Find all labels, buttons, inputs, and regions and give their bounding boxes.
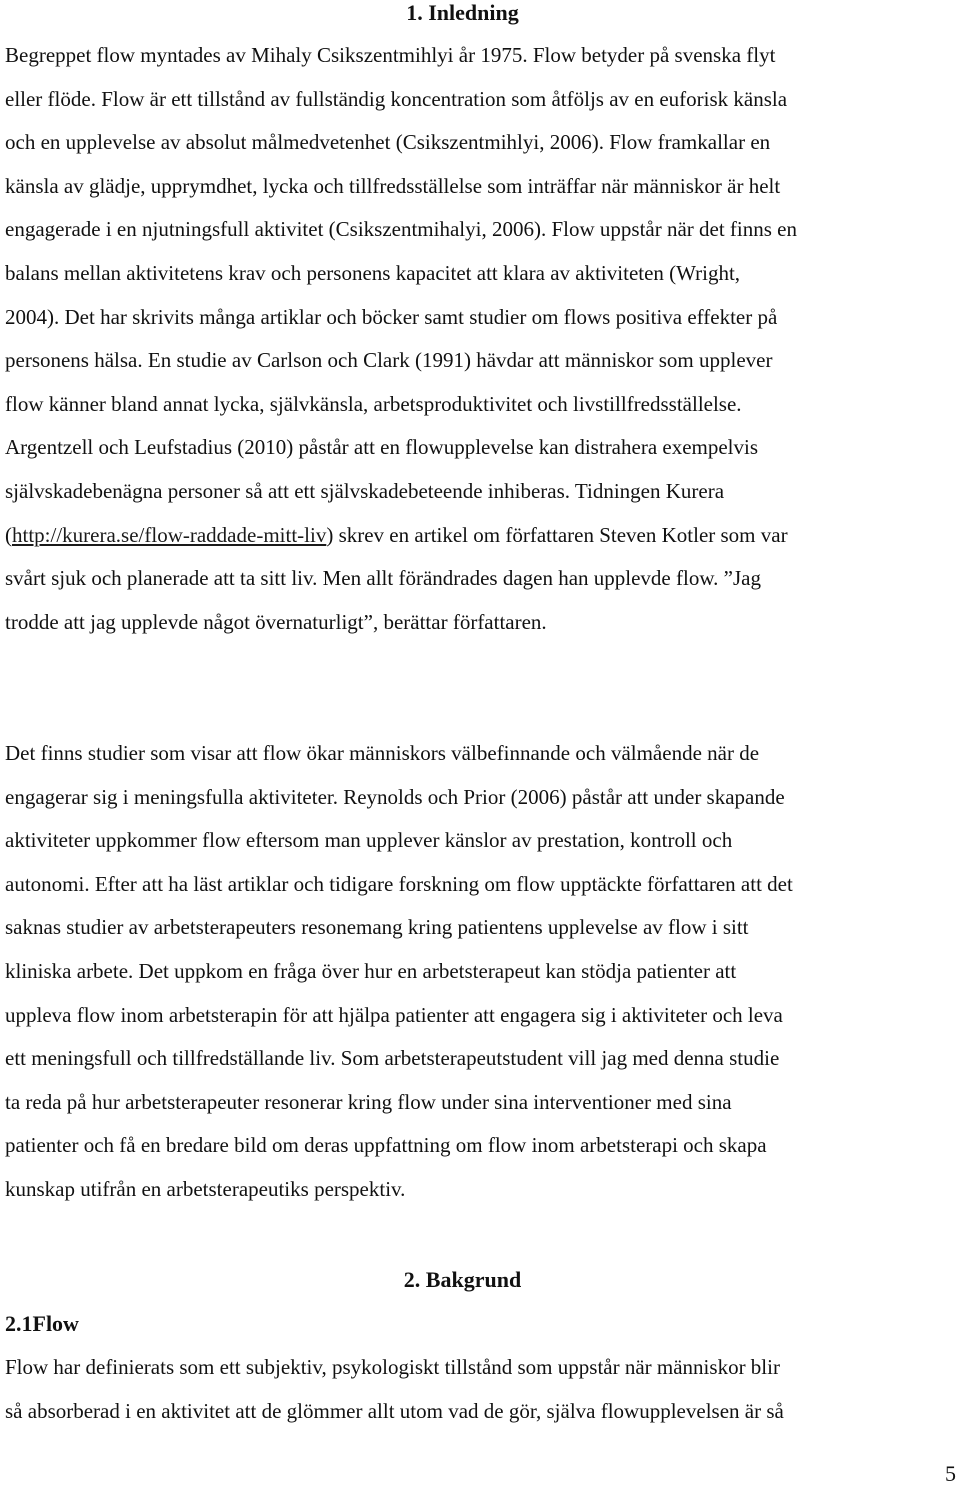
link-line-rest: ) skrev en artikel om författaren Steven Kotler som var [326,523,788,547]
text-line: flow känner bland annat lycka, självkänsla, arbetsproduktivitet och livstillfredsställelse. [5,392,742,416]
text-line: aktiviteter uppkommer flow eftersom man upplever känslor av prestation, kontroll och [5,828,733,852]
text-line: Flow har definierats som ett subjektiv, psykologiskt tillstånd som uppstår när människor blir [5,1355,780,1379]
text-line: balans mellan aktivitetens krav och personens kapacitet att klara av aktiviteten (Wright, [5,261,741,285]
text-line: patienter och få en bredare bild om deras uppfattning om flow inom arbetsterapi och skapa [5,1133,767,1157]
text-line: Argentzell och Leufstadius (2010) påstår att en flowupplevelse kan distrahera exempelvis [5,435,759,459]
text-line: Det finns studier som visar att flow ökar människors välbefinnande och välmående när de [5,741,760,765]
text-line: kunskap utifrån en arbetsterapeutiks perspektiv. [5,1177,406,1201]
heading-inledning: 1. Inledning [406,0,519,25]
heading-bakgrund: 2. Bakgrund [403,1267,522,1292]
text-line: engagerar sig i meningsfulla aktiviteter. Reynolds och Prior (2006) påstår att under skapande [5,785,785,809]
text-line: ta reda på hur arbetsterapeuter resonerar kring flow under sina interventioner med sina [5,1090,732,1114]
link-open-paren: ( [5,523,12,547]
page-number: 5 [945,1461,956,1486]
text-line: personens hälsa. En studie av Carlson och Clark (1991) hävdar att människor som upplever [5,348,773,372]
heading-flow: 2.1Flow [5,1311,79,1336]
text-line: självskadebenägna personer så att ett självskadebeteende inhiberas. Tidningen Kurera [5,479,725,503]
text-line: ett meningsfull och tillfredställande liv. Som arbetsterapeutstudent vill jag med denna studie [5,1046,780,1070]
text-line: känsla av glädje, upprymdhet, lycka och tillfredsställelse som inträffar när människor är helt [5,174,781,198]
text-line: engagerade i en njutningsfull aktivitet (Csikszentmihalyi, 2006). Flow uppstår när det finns en [5,217,798,241]
text-line: autonomi. Efter att ha läst artiklar och tidigare forskning om flow upptäckte författaren att det [5,872,793,896]
text-line: 2004). Det har skrivits många artiklar och böcker samt studier om flows positiva effekter på [5,305,778,329]
text-line: uppleva flow inom arbetsterapin för att hjälpa patienter att engagera sig i aktiviteter och leva [5,1003,783,1027]
text-line-with-link [5,522,788,548]
text-line: svårt sjuk och planerade att ta sitt liv. Men allt förändrades dagen han upplevde flow. ”Jag [5,566,761,590]
text-line: så absorberad i en aktivitet att de glömmer allt utom vad de gör, själva flowupplevelsen är så [5,1399,784,1423]
text-line: Begreppet flow myntades av Mihaly Csikszentmihlyi år 1975. Flow betyder på svenska flyt [5,43,776,67]
text-line: och en upplevelse av absolut målmedvetenhet (Csikszentmihlyi, 2006). Flow framkallar en [5,130,771,154]
text-line: eller flöde. Flow är ett tillstånd av fullständig koncentration som åtföljs av en euforisk känsla [5,87,788,111]
text-line: saknas studier av arbetsterapeuters resonemang kring patientens upplevelse av flow i sitt [5,915,749,939]
text-line: trodde att jag upplevde något övernaturligt”, berättar författaren. [5,610,547,634]
kurera-article-link[interactable]: http://kurera.se/flow-raddade-mitt-liv [12,523,327,547]
text-line: kliniska arbete. Det uppkom en fråga över hur en arbetsterapeut kan stödja patienter att [5,959,737,983]
